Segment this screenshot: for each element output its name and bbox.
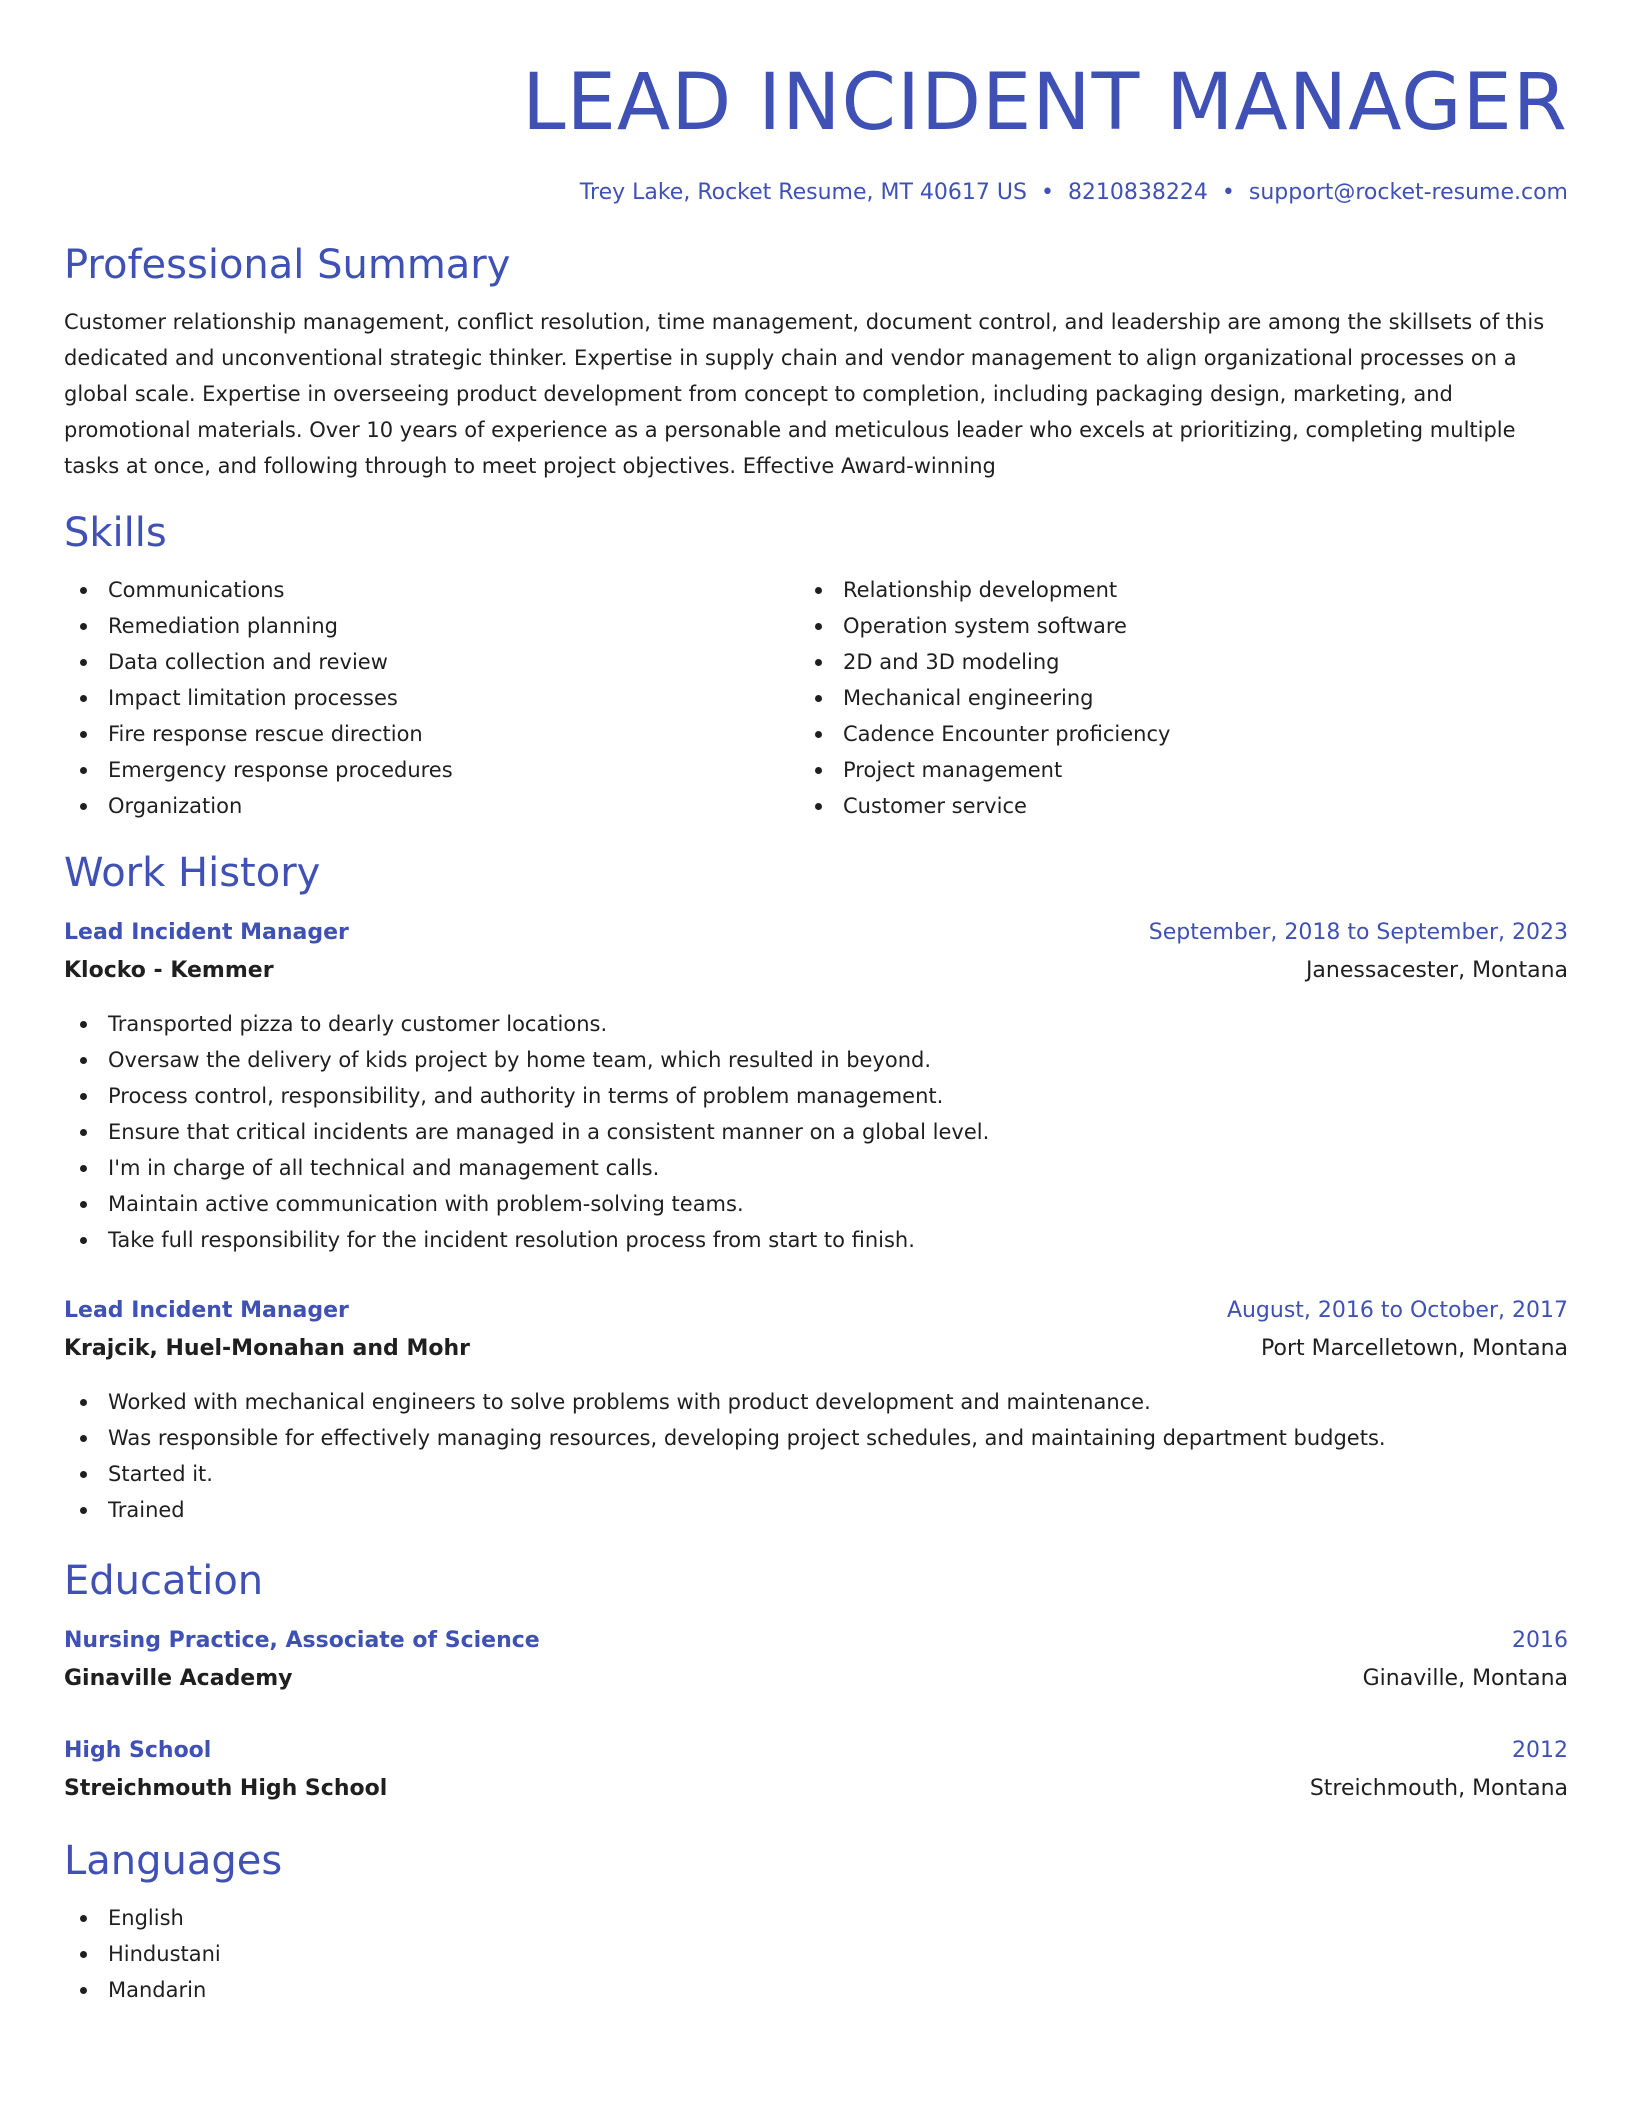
contact-address: Trey Lake, Rocket Resume, MT 40617 US — [579, 180, 1027, 205]
job-duty-item: Process control, responsibility, and authority in terms of problem management. — [64, 1078, 1568, 1114]
job-duty-item: Trained — [64, 1492, 1568, 1528]
job-duty-item: Started it. — [64, 1456, 1568, 1492]
skill-item: Impact limitation processes — [64, 680, 799, 716]
skill-item: Emergency response procedures — [64, 752, 799, 788]
job-location: Port Marcelletown, Montana — [1261, 1336, 1568, 1361]
skills-grid — [64, 572, 1568, 824]
summary-section — [64, 240, 1568, 484]
skill-item: Operation system software — [799, 608, 1568, 644]
language-item: Mandarin — [64, 1972, 1568, 2008]
contact-separator: • — [1040, 180, 1054, 205]
skill-item: Organization — [64, 788, 799, 824]
language-item: Hindustani — [64, 1936, 1568, 1972]
skill-item: Data collection and review — [64, 644, 799, 680]
skill-item: Communications — [64, 572, 799, 608]
education-year: 2012 — [1512, 1738, 1568, 1763]
job-duty-item: Take full responsibility for the incident resolution process from start to finish. — [64, 1222, 1568, 1258]
work-history-section — [64, 848, 1568, 1528]
job-company-row — [64, 1330, 1568, 1368]
education-section — [64, 1556, 1568, 1808]
job-header-row — [64, 1292, 1568, 1330]
job-duty-item: Ensure that critical incidents are managed in a consistent manner on a global level. — [64, 1114, 1568, 1150]
education-degree: High School — [64, 1738, 212, 1763]
job-duty-item: Oversaw the delivery of kids project by home team, which resulted in beyond. — [64, 1042, 1568, 1078]
job-dates: September, 2018 to September, 2023 — [1148, 920, 1568, 945]
education-school-row — [64, 1660, 1568, 1698]
section-title-summary: Professional Summary — [64, 242, 511, 288]
education-year: 2016 — [1512, 1628, 1568, 1653]
languages-list — [64, 1900, 1568, 2008]
job-dates: August, 2016 to October, 2017 — [1226, 1298, 1568, 1323]
education-location: Streichmouth, Montana — [1309, 1776, 1568, 1801]
education-degree: Nursing Practice, Associate of Science — [64, 1628, 540, 1653]
section-title-languages: Languages — [64, 1838, 283, 1884]
skills-list-left — [64, 572, 799, 824]
education-school: Streichmouth High School — [64, 1776, 388, 1801]
job-location: Janessacester, Montana — [1305, 958, 1568, 983]
skills-list-right — [799, 572, 1568, 824]
contact-line — [64, 178, 1568, 208]
education-entry — [64, 1732, 1568, 1808]
job-company: Klocko - Kemmer — [64, 958, 274, 983]
skill-item: Relationship development — [799, 572, 1568, 608]
education-location: Ginaville, Montana — [1362, 1666, 1568, 1691]
skill-item: Remediation planning — [64, 608, 799, 644]
education-school: Ginaville Academy — [64, 1666, 293, 1691]
skill-item: Mechanical engineering — [799, 680, 1568, 716]
skill-item: Customer service — [799, 788, 1568, 824]
contact-email: support@rocket-resume.com — [1248, 180, 1568, 205]
job-duties-list — [64, 1384, 1568, 1528]
skill-item: 2D and 3D modeling — [799, 644, 1568, 680]
job-title: LEAD INCIDENT MANAGER — [522, 58, 1568, 148]
summary-text: Customer relationship management, conflict resolution, time management, document control, and leadership are among the skillsets of this dedicated and unconventional strategic thinker. Expertise in supply chain and vendor management to align organizational processes on a global scale. Expertise in overseeing product development from concept to completion, including packaging design, marketing, and promotional materials. Over 10 years of experience as a personable and meticulous leader who excels at prioritizing, completing multiple tasks at once, and following through to meet project objectives. Effective Award-winning — [64, 310, 1545, 478]
job-company-row — [64, 952, 1568, 990]
education-entry — [64, 1622, 1568, 1698]
education-header-row — [64, 1622, 1568, 1660]
skill-item: Cadence Encounter proficiency — [799, 716, 1568, 752]
education-header-row — [64, 1732, 1568, 1770]
education-school-row — [64, 1770, 1568, 1808]
job-title-label: Lead Incident Manager — [64, 1298, 349, 1323]
job-duty-item: I'm in charge of all technical and management calls. — [64, 1150, 1568, 1186]
contact-phone: 8210838224 — [1067, 180, 1208, 205]
language-item: English — [64, 1900, 1568, 1936]
job-duties-list — [64, 1006, 1568, 1258]
job-duty-item: Worked with mechanical engineers to solve problems with product development and maintenance. — [64, 1384, 1568, 1420]
skill-item: Project management — [799, 752, 1568, 788]
section-title-work-history: Work History — [64, 850, 321, 896]
job-entry — [64, 1292, 1568, 1528]
job-title-label: Lead Incident Manager — [64, 920, 349, 945]
skills-section — [64, 508, 1568, 824]
resume-header — [64, 48, 1568, 208]
job-company: Krajcik, Huel-Monahan and Mohr — [64, 1336, 470, 1361]
languages-section — [64, 1836, 1568, 2008]
job-duty-item: Maintain active communication with problem-solving teams. — [64, 1186, 1568, 1222]
section-title-skills: Skills — [64, 510, 167, 556]
job-duty-item: Transported pizza to dearly customer locations. — [64, 1006, 1568, 1042]
job-header-row — [64, 914, 1568, 952]
section-title-education: Education — [64, 1558, 264, 1604]
contact-separator: • — [1221, 180, 1235, 205]
job-duty-item: Was responsible for effectively managing resources, developing project schedules, and maintaining department budgets. — [64, 1420, 1568, 1456]
skill-item: Fire response rescue direction — [64, 716, 799, 752]
job-entry — [64, 914, 1568, 1258]
